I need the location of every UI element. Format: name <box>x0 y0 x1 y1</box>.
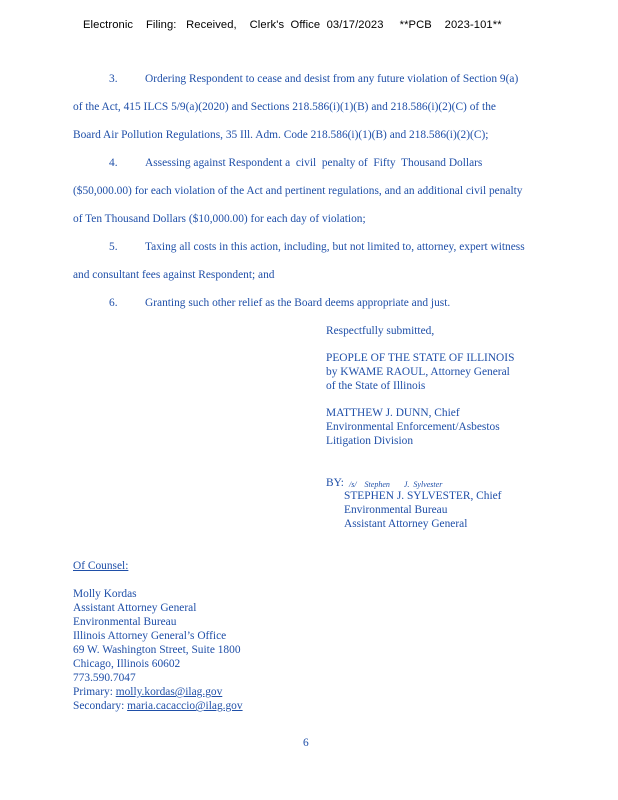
electronic-signature: /s/ Stephen J. Sylvester <box>349 480 443 489</box>
paragraph-line: Granting such other relief as the Board deems appropriate and just. <box>145 297 451 309</box>
paragraph-line: Board Air Pollution Regulations, 35 Ill. Adm. Code 218.586(i)(1)(B) and 218.586(i)(2)(C); <box>73 129 489 141</box>
people-line: PEOPLE OF THE STATE OF ILLINOIS <box>326 352 515 364</box>
paragraph-line: Taxing all costs in this action, including, but not limited to, attorney, expert witness <box>145 241 525 253</box>
counsel-line: Assistant Attorney General <box>73 602 197 614</box>
sylvester-line: Environmental Bureau <box>344 504 448 516</box>
primary-email-link[interactable]: molly.kordas@ilag.gov <box>115 686 223 698</box>
paragraph-line: of the Act, 415 ILCS 5/9(a)(2020) and Sections 218.586(i)(1)(B) and 218.586(i)(2)(C) of the <box>73 101 496 113</box>
paragraph-line: Assessing against Respondent a civil penalty of Fifty Thousand Dollars <box>145 157 483 169</box>
counsel-line: Molly Kordas <box>73 588 137 600</box>
people-line: of the State of Illinois <box>326 380 426 392</box>
paragraph-line: of Ten Thousand Dollars ($10,000.00) for each day of violation; <box>73 213 366 225</box>
dunn-line: Environmental Enforcement/Asbestos <box>326 421 500 433</box>
filing-stamp-header: Electronic Filing: Received, Clerk's Office 03/17/2023 **PCB 2023-101** <box>83 19 502 31</box>
sylvester-line: STEPHEN J. SYLVESTER, Chief <box>344 490 502 502</box>
paragraph-number: 3. <box>109 73 118 85</box>
people-line: by KWAME RAOUL, Attorney General <box>326 366 510 378</box>
primary-email-row <box>73 686 222 699</box>
counsel-line: Illinois Attorney General’s Office <box>73 630 227 642</box>
counsel-line: 69 W. Washington Street, Suite 1800 <box>73 644 241 656</box>
counsel-line: Chicago, Illinois 60602 <box>73 658 181 670</box>
dunn-line: MATTHEW J. DUNN, Chief <box>326 407 460 419</box>
dunn-line: Litigation Division <box>326 435 414 447</box>
secondary-email-link[interactable]: maria.cacaccio@ilag.gov <box>127 700 243 712</box>
counsel-line: 773.590.7047 <box>73 672 136 684</box>
paragraph-number: 6. <box>109 297 118 309</box>
primary-email-label: Primary: <box>73 686 116 698</box>
secondary-email-label: Secondary: <box>73 700 128 712</box>
paragraph-number: 4. <box>109 157 118 169</box>
paragraph-number: 5. <box>109 241 118 253</box>
page-number: 6 <box>303 737 309 749</box>
secondary-email-row <box>73 700 243 713</box>
paragraph-line: and consultant fees against Respondent; and <box>73 269 275 281</box>
by-label: BY: <box>326 477 344 489</box>
counsel-line: Environmental Bureau <box>73 616 177 628</box>
paragraph-line: ($50,000.00) for each violation of the Act and pertinent regulations, and an additional civil penalty <box>73 185 523 197</box>
of-counsel-heading: Of Counsel: <box>73 560 129 572</box>
respectfully-submitted: Respectfully submitted, <box>326 325 435 337</box>
paragraph-line: Ordering Respondent to cease and desist from any future violation of Section 9(a) <box>145 73 519 85</box>
sylvester-line: Assistant Attorney General <box>344 518 468 530</box>
